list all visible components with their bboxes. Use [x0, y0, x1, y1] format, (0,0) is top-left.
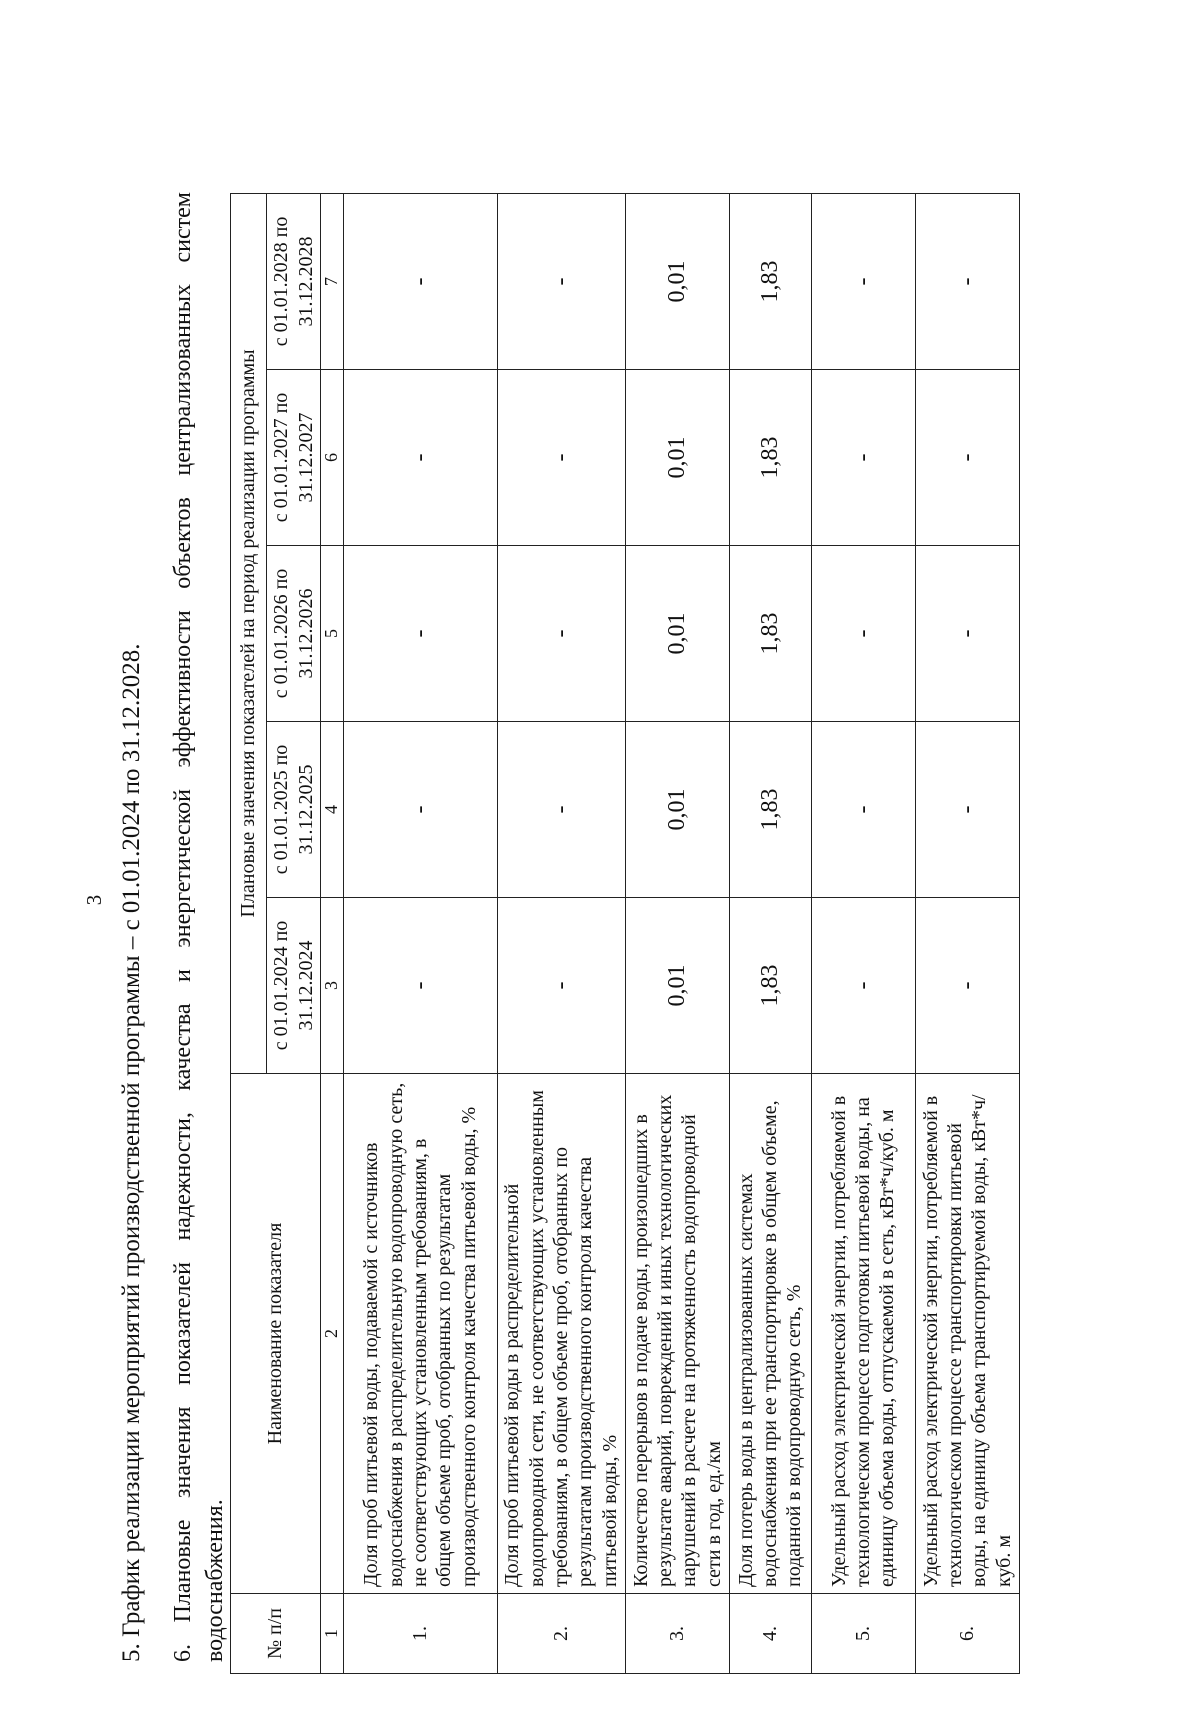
column-index: 6 — [321, 370, 344, 546]
section-5-heading: 5. График реализации мероприятий производственной программы – с 01.01.2024 по 31.12.2028. — [118, 643, 145, 1662]
row-value: - — [915, 722, 1019, 898]
row-num: 6. — [915, 1594, 1019, 1674]
table-row — [497, 193, 625, 1673]
row-value: - — [497, 546, 625, 722]
row-name: Доля проб питьевой воды в распределительной водопроводной сети, не соответствующих установленным требованиям, в общем объеме проб, отобранных по результатам производственного контроля качества питьевой воды, % — [497, 1074, 625, 1594]
row-name: Количество перерывов в подаче воды, произошедших в результате аварий, повреждений и иных технологических нарушений в расчете на протяженность водопроводной сети в год, ед./км — [625, 1074, 729, 1594]
header-period-group: Плановые значения показателей на период реализации программы — [231, 193, 267, 1073]
row-value: 1,83 — [729, 722, 811, 898]
row-value: - — [915, 370, 1019, 546]
table-row — [811, 193, 915, 1673]
row-num: 2. — [497, 1594, 625, 1674]
row-value: - — [811, 546, 915, 722]
section-6-heading-continued: водоснабжения. — [202, 1499, 228, 1662]
header-period: с 01.01.2024 по 31.12.2024 — [267, 898, 321, 1074]
row-num: 3. — [625, 1594, 729, 1674]
header-period: с 01.01.2028 по 31.12.2028 — [267, 193, 321, 369]
header-period: с 01.01.2027 по 31.12.2027 — [267, 370, 321, 546]
row-value: - — [497, 898, 625, 1074]
row-value: - — [915, 546, 1019, 722]
row-value: - — [811, 722, 915, 898]
row-value: 0,01 — [625, 370, 729, 546]
table-row — [625, 193, 729, 1673]
row-name: Удельный расход электрической энергии, потребляемой в технологическом процессе транспортировки питьевой воды, на единицу объема транспортируемой воды, кВт*ч/куб. м — [915, 1074, 1019, 1594]
header-num: № п/п — [231, 1594, 321, 1674]
table-row — [915, 193, 1019, 1673]
row-value: - — [497, 370, 625, 546]
row-value: - — [343, 370, 497, 546]
rotated-page — [82, 120, 1162, 1680]
column-index: 7 — [321, 193, 344, 369]
row-value: 1,83 — [729, 193, 811, 369]
row-name: Удельный расход электрической энергии, потребляемой в технологическом процессе подготовки питьевой воды, на единицу объема воды, отпускаемой в сеть, кВт*ч/куб. м — [811, 1074, 915, 1594]
row-value: 0,01 — [625, 546, 729, 722]
row-name: Доля проб питьевой воды, подаваемой с источников водоснабжения в распределительную водопроводную сеть, не соответствующих установленным требованиям, в общем объеме проб, отобранных по результатам производственного контроля качества питьевой воды, % — [343, 1074, 497, 1594]
header-name: Наименование показателя — [231, 1074, 321, 1594]
row-value: 0,01 — [625, 193, 729, 369]
row-name: Доля потерь воды в централизованных системах водоснабжения при ее транспортировке в общем объеме, поданной в водопроводную сеть, % — [729, 1074, 811, 1594]
indicators-table — [230, 193, 1020, 1674]
row-value: - — [915, 193, 1019, 369]
row-value: 0,01 — [625, 722, 729, 898]
row-num: 5. — [811, 1594, 915, 1674]
row-value: - — [915, 898, 1019, 1074]
row-value: - — [343, 898, 497, 1074]
row-value: - — [343, 193, 497, 369]
column-index: 1 — [321, 1594, 344, 1674]
row-value: - — [497, 722, 625, 898]
row-value: - — [811, 898, 915, 1074]
row-value: 1,83 — [729, 546, 811, 722]
row-value: - — [343, 722, 497, 898]
row-value: - — [811, 370, 915, 546]
row-value: - — [811, 193, 915, 369]
page-number: 3 — [82, 894, 106, 906]
column-index: 3 — [321, 898, 344, 1074]
header-period: с 01.01.2025 по 31.12.2025 — [267, 722, 321, 898]
row-num: 4. — [729, 1594, 811, 1674]
header-period: с 01.01.2026 по 31.12.2026 — [267, 546, 321, 722]
row-value: 1,83 — [729, 898, 811, 1074]
column-index: 4 — [321, 722, 344, 898]
column-index: 5 — [321, 546, 344, 722]
row-value: - — [343, 546, 497, 722]
row-value: - — [497, 193, 625, 369]
table-row — [729, 193, 811, 1673]
row-value: 0,01 — [625, 898, 729, 1074]
row-value: 1,83 — [729, 370, 811, 546]
section-6-heading: 6. Плановые значения показателей надежности, качества и энергетической эффективности объектов централизованных систем — [170, 192, 196, 1662]
column-index: 2 — [321, 1074, 344, 1594]
table-row — [343, 193, 497, 1673]
row-num: 1. — [343, 1594, 497, 1674]
